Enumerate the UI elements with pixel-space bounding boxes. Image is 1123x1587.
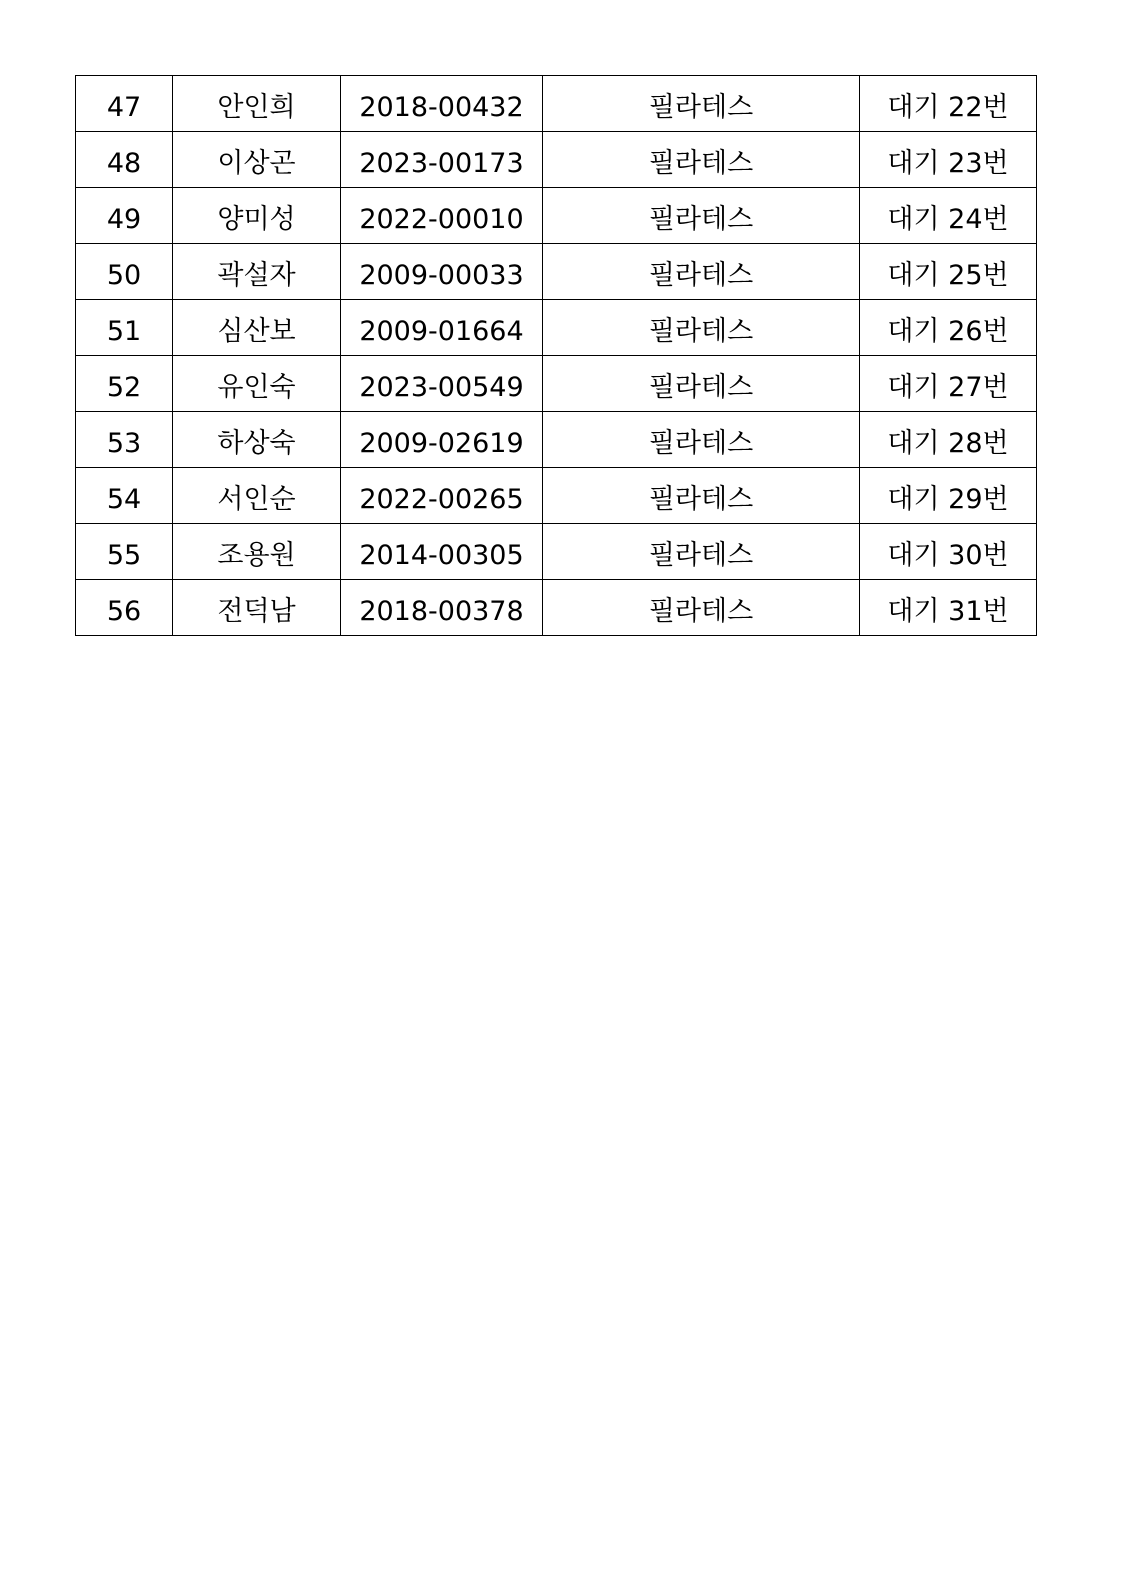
member-id-cell — [341, 356, 543, 412]
row-number-cell — [76, 132, 173, 188]
program-cell — [543, 356, 860, 412]
member-id: 2023-00549 — [359, 372, 524, 403]
program-cell — [543, 76, 860, 132]
row-number-cell — [76, 76, 173, 132]
row-number-cell — [76, 244, 173, 300]
name-cell — [173, 412, 341, 468]
table-row — [76, 468, 1037, 524]
waitlist-status: 대기 31번 — [887, 596, 1009, 627]
program-name: 필라테스 — [648, 428, 754, 459]
member-name: 서인순 — [217, 484, 296, 515]
waitlist-status: 대기 28번 — [887, 428, 1009, 459]
member-id: 2023-00173 — [359, 148, 524, 179]
row-number-cell — [76, 580, 173, 636]
row-number: 51 — [106, 316, 142, 347]
member-id: 2009-02619 — [359, 428, 524, 459]
member-id: 2022-00010 — [359, 204, 524, 235]
name-cell — [173, 188, 341, 244]
row-number-cell — [76, 300, 173, 356]
program-name: 필라테스 — [648, 148, 754, 179]
member-id-cell — [341, 188, 543, 244]
status-cell — [860, 580, 1037, 636]
row-number: 47 — [106, 92, 142, 123]
member-id-cell — [341, 580, 543, 636]
member-id: 2022-00265 — [359, 484, 524, 515]
table-row — [76, 300, 1037, 356]
waitlist-status: 대기 27번 — [887, 372, 1009, 403]
member-id: 2009-01664 — [359, 316, 524, 347]
name-cell — [173, 468, 341, 524]
name-cell — [173, 524, 341, 580]
program-cell — [543, 244, 860, 300]
program-name: 필라테스 — [648, 92, 754, 123]
member-name: 유인숙 — [217, 372, 296, 403]
waitlist-table — [75, 75, 1037, 636]
member-name: 전덕남 — [217, 596, 296, 627]
status-cell — [860, 412, 1037, 468]
program-name: 필라테스 — [648, 316, 754, 347]
row-number-cell — [76, 524, 173, 580]
member-name: 양미성 — [217, 204, 296, 235]
program-cell — [543, 468, 860, 524]
member-id: 2018-00432 — [359, 92, 524, 123]
status-cell — [860, 76, 1037, 132]
member-id-cell — [341, 132, 543, 188]
member-id-cell — [341, 468, 543, 524]
name-cell — [173, 244, 341, 300]
name-cell — [173, 76, 341, 132]
program-name: 필라테스 — [648, 204, 754, 235]
member-name: 곽설자 — [217, 260, 296, 291]
row-number-cell — [76, 356, 173, 412]
program-cell — [543, 300, 860, 356]
row-number-cell — [76, 468, 173, 524]
table-row — [76, 356, 1037, 412]
waitlist-status: 대기 29번 — [887, 484, 1009, 515]
status-cell — [860, 244, 1037, 300]
table-row — [76, 524, 1037, 580]
member-id: 2014-00305 — [359, 540, 524, 571]
waitlist-status: 대기 25번 — [887, 260, 1009, 291]
member-name: 이상곤 — [217, 148, 296, 179]
table-row — [76, 188, 1037, 244]
table-row — [76, 580, 1037, 636]
waitlist-status: 대기 26번 — [887, 316, 1009, 347]
waitlist-status: 대기 24번 — [887, 204, 1009, 235]
member-name: 심산보 — [217, 316, 296, 347]
name-cell — [173, 356, 341, 412]
program-cell — [543, 580, 860, 636]
waitlist-status: 대기 22번 — [887, 92, 1009, 123]
member-id: 2009-00033 — [359, 260, 524, 291]
row-number: 52 — [106, 372, 142, 403]
status-cell — [860, 132, 1037, 188]
row-number: 55 — [106, 540, 142, 571]
table-row — [76, 132, 1037, 188]
row-number-cell — [76, 412, 173, 468]
program-cell — [543, 524, 860, 580]
program-name: 필라테스 — [648, 372, 754, 403]
member-name: 조용원 — [217, 540, 296, 571]
member-id-cell — [341, 76, 543, 132]
member-id-cell — [341, 300, 543, 356]
status-cell — [860, 524, 1037, 580]
row-number: 50 — [106, 260, 142, 291]
program-name: 필라테스 — [648, 596, 754, 627]
table-row — [76, 244, 1037, 300]
program-name: 필라테스 — [648, 540, 754, 571]
status-cell — [860, 468, 1037, 524]
status-cell — [860, 356, 1037, 412]
member-id-cell — [341, 412, 543, 468]
program-cell — [543, 188, 860, 244]
status-cell — [860, 188, 1037, 244]
row-number: 53 — [106, 428, 142, 459]
table-row — [76, 412, 1037, 468]
waitlist-status: 대기 23번 — [887, 148, 1009, 179]
member-id-cell — [341, 524, 543, 580]
member-name: 안인희 — [217, 92, 296, 123]
member-name: 하상숙 — [217, 428, 296, 459]
row-number: 49 — [106, 204, 142, 235]
member-id: 2018-00378 — [359, 596, 524, 627]
program-cell — [543, 132, 860, 188]
row-number-cell — [76, 188, 173, 244]
program-name: 필라테스 — [648, 260, 754, 291]
row-number: 54 — [106, 484, 142, 515]
name-cell — [173, 300, 341, 356]
table-row — [76, 76, 1037, 132]
row-number: 56 — [106, 596, 142, 627]
program-cell — [543, 412, 860, 468]
name-cell — [173, 580, 341, 636]
status-cell — [860, 300, 1037, 356]
waitlist-status: 대기 30번 — [887, 540, 1009, 571]
name-cell — [173, 132, 341, 188]
program-name: 필라테스 — [648, 484, 754, 515]
member-id-cell — [341, 244, 543, 300]
row-number: 48 — [106, 148, 142, 179]
